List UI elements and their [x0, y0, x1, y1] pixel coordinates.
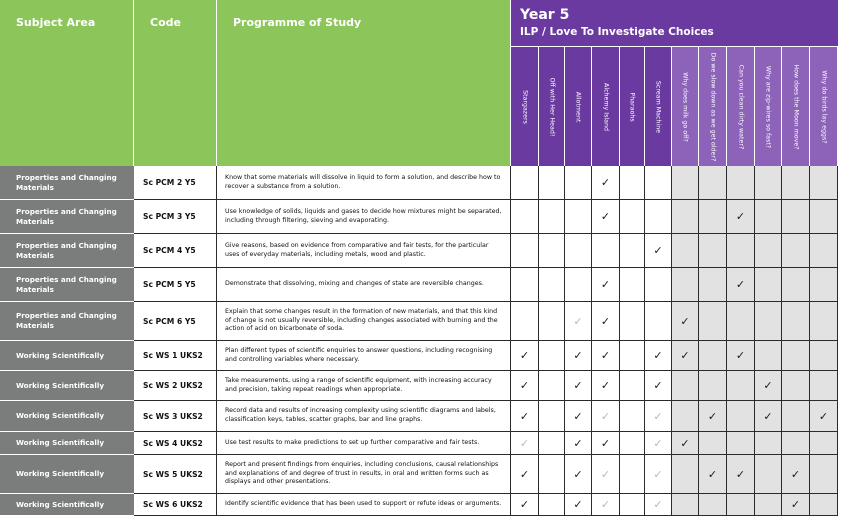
- programme-header: [217, 0, 511, 166]
- code-cell: [134, 166, 217, 200]
- mark-cell: [672, 302, 699, 341]
- mark-cell: [592, 371, 620, 401]
- mark-cell: [511, 371, 539, 401]
- programme-text: Record data and results of increasing complexity using scientific diagrams and labels, classification keys, tables, scatter graphs, bar and line graphs.: [225, 407, 496, 423]
- mark-cell: [699, 341, 727, 371]
- mark-cell: [539, 341, 565, 371]
- mark-cell: [565, 341, 592, 371]
- mark-cell: [727, 268, 755, 302]
- code-cell: [134, 401, 217, 432]
- mark-cell: [539, 371, 565, 401]
- mark-cell: [645, 401, 672, 432]
- mark-cell: [539, 234, 565, 268]
- mark-cell: [810, 302, 838, 341]
- mark-cell: [699, 268, 727, 302]
- code-text: Sc WS 1 UKS2: [143, 351, 203, 360]
- mark-cell: [782, 302, 810, 341]
- mark-cell: [620, 432, 645, 455]
- check-icon: ✓: [763, 379, 773, 392]
- mark-cell: [645, 166, 672, 200]
- check-icon: ✓: [707, 467, 718, 481]
- mark-cell: [539, 268, 565, 302]
- check-icon: ✓: [600, 278, 611, 291]
- code-cell: [134, 302, 217, 341]
- subject-text: Properties and Changing Materials: [16, 274, 117, 294]
- mark-cell: [539, 166, 565, 200]
- code-text: Sc WS 3 UKS2: [143, 411, 203, 421]
- mark-cell: [620, 494, 645, 516]
- programme-text: Give reasons, based on evidence from comparative and fair tests, for the particular uses of everyday materials, including metals, wood and plastic.: [225, 241, 489, 258]
- programme-cell: [217, 455, 511, 494]
- faint-check-icon: ✓: [653, 409, 663, 423]
- mark-cell: [565, 401, 592, 432]
- code-text: Sc PCM 4 Y5: [143, 246, 196, 255]
- faint-check-icon: ✓: [600, 467, 611, 481]
- mark-cell: [620, 268, 645, 302]
- year-header: [511, 0, 838, 46]
- programme-cell: [217, 371, 511, 401]
- check-icon: ✓: [600, 176, 611, 189]
- mark-cell: [755, 302, 782, 341]
- mark-cell: [592, 166, 620, 200]
- programme-text: Use knowledge of solids, liquids and gases to decide how mixtures might be separated, including through filtering, sieving and evaporating.: [225, 207, 502, 224]
- mark-cell: [699, 432, 727, 455]
- check-icon: ✓: [735, 210, 746, 223]
- faint-check-icon: ✓: [653, 467, 663, 481]
- mark-cell: [810, 234, 838, 268]
- subject-text: Working Scientifically: [16, 438, 105, 447]
- mark-cell: [620, 302, 645, 341]
- check-icon: ✓: [790, 498, 801, 511]
- column-header-7: [672, 46, 699, 166]
- subject-text: Working Scientifically: [16, 380, 105, 390]
- mark-cell: [782, 341, 810, 371]
- mark-cell: [810, 166, 838, 200]
- mark-cell: [539, 401, 565, 432]
- mark-cell: [565, 302, 592, 341]
- mark-cell: [672, 341, 699, 371]
- mark-cell: [810, 341, 838, 371]
- programme-cell: [217, 401, 511, 432]
- mark-cell: [592, 302, 620, 341]
- mark-cell: [620, 166, 645, 200]
- mark-cell: [672, 166, 699, 200]
- code-cell: [134, 341, 217, 371]
- mark-cell: [511, 401, 539, 432]
- subject-cell: [0, 432, 134, 455]
- column-header-1: [511, 46, 539, 166]
- programme-cell: [217, 268, 511, 302]
- mark-cell: [565, 494, 592, 516]
- mark-cell: [727, 401, 755, 432]
- column-header-label: Alchemy Island: [602, 82, 609, 131]
- mark-cell: [511, 166, 539, 200]
- mark-cell: [782, 166, 810, 200]
- check-icon: ✓: [600, 379, 611, 392]
- check-icon: ✓: [653, 379, 663, 392]
- check-icon: ✓: [735, 278, 746, 291]
- mark-cell: [592, 200, 620, 234]
- mark-cell: [755, 432, 782, 455]
- programme-text: Report and present findings from enquiries, including conclusions, causal relationships and explanations of and degree of trust in results, in oral and written forms such as displays and other presentations.: [225, 461, 499, 486]
- mark-cell: [539, 302, 565, 341]
- mark-cell: [755, 200, 782, 234]
- column-header-label: Do we slow down as we get older?: [709, 52, 716, 161]
- code-header: [134, 0, 217, 166]
- code-text: Sc PCM 2 Y5: [143, 178, 196, 187]
- mark-cell: [565, 432, 592, 455]
- mark-cell: [699, 166, 727, 200]
- column-header-8: [699, 46, 727, 166]
- check-icon: ✓: [573, 467, 583, 481]
- code-cell: [134, 494, 217, 516]
- check-icon: ✓: [519, 379, 530, 392]
- mark-cell: [672, 432, 699, 455]
- check-icon: ✓: [600, 210, 611, 223]
- check-icon: ✓: [763, 409, 773, 423]
- check-icon: ✓: [573, 349, 583, 362]
- mark-cell: [699, 401, 727, 432]
- subject-text: Properties and Changing Materials: [16, 172, 117, 192]
- faint-check-icon: ✓: [600, 498, 611, 511]
- mark-cell: [699, 371, 727, 401]
- check-icon: ✓: [818, 409, 829, 423]
- mark-cell: [592, 494, 620, 516]
- mark-cell: [511, 302, 539, 341]
- programme-cell: [217, 432, 511, 455]
- mark-cell: [810, 494, 838, 516]
- column-header-label: Stargazers: [521, 89, 528, 124]
- column-header-3: [565, 46, 592, 166]
- check-icon: ✓: [600, 436, 611, 450]
- check-icon: ✓: [735, 349, 746, 362]
- subject-text: Properties and Changing Materials: [16, 206, 117, 226]
- mark-cell: [511, 455, 539, 494]
- programme-text: Demonstrate that dissolving, mixing and changes of state are reversible changes.: [225, 280, 484, 288]
- mark-cell: [755, 494, 782, 516]
- mark-cell: [699, 234, 727, 268]
- mark-cell: [565, 200, 592, 234]
- programme-cell: [217, 166, 511, 200]
- subject-text: Working Scientifically: [16, 469, 105, 478]
- mark-cell: [645, 432, 672, 455]
- programme-text: Identify scientific evidence that has been used to support or refute ideas or arguments.: [225, 500, 502, 508]
- mark-cell: [810, 455, 838, 494]
- code-cell: [134, 371, 217, 401]
- mark-cell: [592, 341, 620, 371]
- mark-cell: [645, 268, 672, 302]
- code-cell: [134, 200, 217, 234]
- mark-cell: [727, 200, 755, 234]
- mark-cell: [810, 432, 838, 455]
- column-header-5: [620, 46, 645, 166]
- check-icon: ✓: [653, 244, 663, 257]
- mark-cell: [810, 401, 838, 432]
- subject-text: Properties and Changing Materials: [16, 240, 117, 260]
- check-icon: ✓: [680, 349, 690, 362]
- check-icon: ✓: [519, 498, 530, 511]
- mark-cell: [539, 494, 565, 516]
- mark-cell: [645, 234, 672, 268]
- mark-cell: [727, 341, 755, 371]
- subject-cell: [0, 166, 134, 200]
- mark-cell: [727, 234, 755, 268]
- check-icon: ✓: [680, 314, 690, 328]
- mark-cell: [511, 234, 539, 268]
- mark-cell: [727, 432, 755, 455]
- mark-cell: [645, 494, 672, 516]
- code-text: Sc WS 6 UKS2: [143, 500, 203, 509]
- mark-cell: [672, 200, 699, 234]
- mark-cell: [592, 432, 620, 455]
- code-text: Sc WS 5 UKS2: [143, 469, 203, 479]
- mark-cell: [782, 268, 810, 302]
- code-text: Sc PCM 6 Y5: [143, 316, 196, 326]
- check-icon: ✓: [519, 467, 530, 481]
- mark-cell: [810, 371, 838, 401]
- mark-cell: [539, 455, 565, 494]
- programme-cell: [217, 234, 511, 268]
- column-header-label: Why do birds lay eggs?: [820, 69, 827, 144]
- check-icon: ✓: [653, 349, 663, 362]
- column-header-label: Why are zip-wires so fast?: [764, 65, 772, 148]
- mark-cell: [539, 432, 565, 455]
- column-header-label: Allotment: [574, 91, 582, 122]
- check-icon: ✓: [573, 379, 583, 392]
- mark-cell: [699, 200, 727, 234]
- faint-check-icon: ✓: [653, 436, 663, 450]
- programme-cell: [217, 302, 511, 341]
- mark-cell: [782, 234, 810, 268]
- subject-cell: [0, 234, 134, 268]
- column-header-label: Why does milk go off?: [681, 71, 689, 142]
- code-cell: [134, 268, 217, 302]
- mark-cell: [699, 494, 727, 516]
- year-subtitle: ILP / Love To Investigate Choices: [520, 26, 714, 38]
- mark-cell: [620, 401, 645, 432]
- check-icon: ✓: [573, 436, 583, 450]
- mark-cell: [645, 371, 672, 401]
- mark-cell: [565, 371, 592, 401]
- column-header-label: Scream Machine: [654, 80, 662, 133]
- subject-text: Properties and Changing Materials: [16, 311, 117, 330]
- mark-cell: [699, 302, 727, 341]
- mark-cell: [592, 268, 620, 302]
- check-icon: ✓: [519, 409, 530, 423]
- mark-cell: [755, 401, 782, 432]
- mark-cell: [592, 234, 620, 268]
- mark-cell: [645, 302, 672, 341]
- mark-cell: [727, 455, 755, 494]
- mark-cell: [620, 371, 645, 401]
- mark-cell: [782, 494, 810, 516]
- code-cell: [134, 432, 217, 455]
- mark-cell: [565, 455, 592, 494]
- mark-cell: [672, 234, 699, 268]
- mark-cell: [727, 371, 755, 401]
- column-header-label: How does the Moon move?: [792, 63, 799, 150]
- programme-text: Use test results to make predictions to set up further comparative and fair tests.: [225, 438, 480, 446]
- subject-text: Working Scientifically: [16, 499, 105, 509]
- check-icon: ✓: [790, 467, 801, 481]
- column-header-10: [755, 46, 782, 166]
- subject-cell: [0, 401, 134, 432]
- mark-cell: [672, 401, 699, 432]
- mark-cell: [511, 200, 539, 234]
- mark-cell: [539, 200, 565, 234]
- mark-cell: [592, 455, 620, 494]
- year-title: Year 5: [520, 7, 570, 23]
- mark-cell: [620, 200, 645, 234]
- subject-cell: [0, 200, 134, 234]
- mark-cell: [511, 494, 539, 516]
- code-text: Sc PCM 5 Y5: [143, 280, 196, 289]
- faint-check-icon: ✓: [573, 314, 583, 328]
- check-icon: ✓: [600, 349, 611, 362]
- mark-cell: [782, 432, 810, 455]
- check-icon: ✓: [519, 349, 530, 362]
- column-header-9: [727, 46, 755, 166]
- column-header-6: [645, 46, 672, 166]
- programme-text: Take measurements, using a range of scientific equipment, with increasing accuracy and precision, taking repeat readings when appropriate.: [225, 376, 492, 393]
- column-header-label: Off with Her Head!: [548, 77, 555, 136]
- mark-cell: [565, 166, 592, 200]
- subject-text: Working Scientifically: [16, 411, 105, 420]
- subject-cell: [0, 268, 134, 302]
- mark-cell: [782, 200, 810, 234]
- subject-cell: [0, 455, 134, 494]
- mark-cell: [782, 371, 810, 401]
- mark-cell: [672, 455, 699, 494]
- mark-cell: [755, 341, 782, 371]
- subject-area-header-label: Subject Area: [16, 16, 96, 29]
- code-text: Sc WS 4 UKS2: [143, 438, 203, 448]
- programme-cell: [217, 494, 511, 516]
- mark-cell: [810, 200, 838, 234]
- check-icon: ✓: [680, 436, 690, 450]
- programme-cell: [217, 200, 511, 234]
- column-header-11: [782, 46, 810, 166]
- programme-text: Plan different types of scientific enquiries to answer questions, including recognising and controlling variables where necessary.: [225, 346, 493, 363]
- mark-cell: [755, 455, 782, 494]
- mark-cell: [755, 371, 782, 401]
- column-header-12: [810, 46, 838, 166]
- check-icon: ✓: [573, 498, 583, 511]
- code-text: Sc PCM 3 Y5: [143, 212, 196, 221]
- check-icon: ✓: [735, 467, 746, 481]
- faint-check-icon: ✓: [653, 498, 663, 511]
- check-icon: ✓: [707, 409, 718, 423]
- mark-cell: [565, 234, 592, 268]
- check-icon: ✓: [573, 409, 583, 423]
- code-text: Sc WS 2 UKS2: [143, 381, 203, 390]
- mark-cell: [672, 268, 699, 302]
- mark-cell: [782, 401, 810, 432]
- subject-cell: [0, 341, 134, 371]
- mark-cell: [645, 200, 672, 234]
- code-header-label: Code: [150, 16, 181, 29]
- programme-cell: [217, 341, 511, 371]
- column-header-label: Can you clean dirty water?: [737, 64, 744, 149]
- mark-cell: [592, 401, 620, 432]
- column-header-4: [592, 46, 620, 166]
- column-header-2: [539, 46, 565, 166]
- subject-cell: [0, 494, 134, 516]
- code-cell: [134, 234, 217, 268]
- mark-cell: [511, 341, 539, 371]
- programme-text: Know that some materials will dissolve in liquid to form a solution, and describe how to recover a substance from a solution.: [225, 173, 501, 190]
- subject-area-header: [0, 0, 134, 166]
- check-icon: ✓: [600, 314, 611, 328]
- mark-cell: [620, 341, 645, 371]
- mark-cell: [565, 268, 592, 302]
- mark-cell: [727, 302, 755, 341]
- mark-cell: [645, 341, 672, 371]
- mark-cell: [511, 268, 539, 302]
- mark-cell: [645, 455, 672, 494]
- code-cell: [134, 455, 217, 494]
- mark-cell: [672, 371, 699, 401]
- mark-cell: [755, 166, 782, 200]
- faint-check-icon: ✓: [600, 409, 611, 423]
- programme-text: Explain that some changes result in the formation of new materials, and that this kind of change is not usually reversible, including changes associated with burning and the action of acid on bicarbonate of soda.: [225, 308, 498, 333]
- faint-check-icon: ✓: [519, 436, 530, 450]
- mark-cell: [727, 166, 755, 200]
- subject-cell: [0, 302, 134, 341]
- mark-cell: [620, 234, 645, 268]
- mark-cell: [727, 494, 755, 516]
- mark-cell: [755, 268, 782, 302]
- mark-cell: [672, 494, 699, 516]
- mark-cell: [782, 455, 810, 494]
- mark-cell: [755, 234, 782, 268]
- subject-cell: [0, 371, 134, 401]
- programme-header-label: Programme of Study: [233, 16, 362, 29]
- mark-cell: [699, 455, 727, 494]
- mark-cell: [810, 268, 838, 302]
- subject-text: Working Scientifically: [16, 350, 105, 360]
- mark-cell: [620, 455, 645, 494]
- column-header-label: Pharaohs: [628, 91, 636, 122]
- mark-cell: [511, 432, 539, 455]
